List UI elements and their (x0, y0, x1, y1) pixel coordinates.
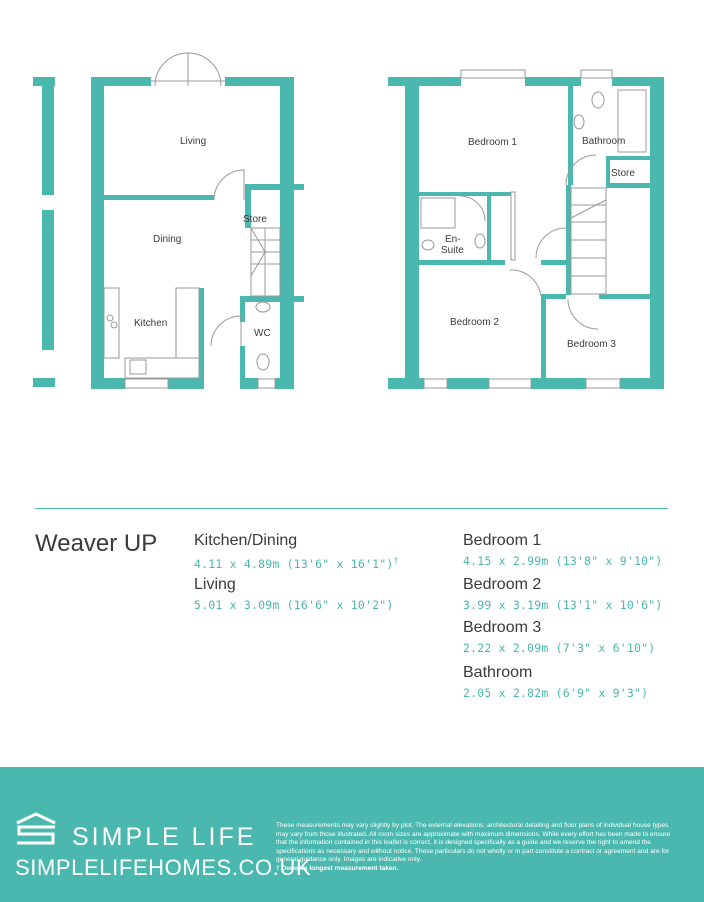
store-label: Store (243, 214, 267, 225)
bedroom1-label: Bedroom 1 (468, 137, 517, 148)
room-dimensions: 5.01 x 3.09m (16'6" x 10'2") (194, 598, 394, 612)
room-spec (463, 619, 655, 656)
room-dimensions (194, 553, 399, 572)
room-spec (463, 664, 648, 701)
footer (0, 767, 704, 902)
room-dimensions: 4.15 x 2.99m (13'8" x 9'10") (463, 554, 663, 568)
disclaimer (276, 822, 671, 874)
bedroom2-label: Bedroom 2 (450, 317, 499, 328)
room-dim-text: 4.11 x 4.89m (13'6" x 16'1") (194, 556, 394, 571)
ensuite-label-1: En- (445, 234, 461, 245)
dining-label: Dining (153, 234, 182, 245)
room-spec (194, 532, 399, 572)
website-link[interactable]: SIMPLELIFEHOMES.CO.UK (15, 855, 312, 880)
room-dimensions: 2.05 x 2.82m (6'9" x 9'3") (463, 686, 649, 700)
house-name: Weaver UP (35, 530, 158, 557)
kitchen-label: Kitchen (134, 318, 168, 329)
room-dimensions: 3.99 x 3.19m (13'1" x 10'6") (463, 598, 663, 612)
room-dimensions: 2.22 x 2.09m (7'3" x 6'10") (463, 641, 656, 655)
brand-name: SIMPLE LIFE (72, 823, 257, 851)
first-store-label: Store (611, 168, 635, 179)
house-logo-icon (15, 812, 57, 846)
ensuite-label-2: Suite (441, 245, 464, 256)
dagger-note: † Denotes longest measurement taken. (276, 864, 399, 872)
room-name: Bedroom 3 (463, 619, 542, 636)
bathroom-label: Bathroom (582, 136, 626, 147)
wc-label: WC (254, 328, 271, 339)
living-label: Living (180, 136, 207, 147)
divider-rule (35, 508, 668, 509)
room-name: Bathroom (463, 664, 533, 681)
room-name: Living (194, 576, 236, 593)
room-name: Kitchen/Dining (194, 532, 298, 549)
longest-measure-dagger: † (393, 556, 399, 565)
room-name: Bedroom 1 (463, 532, 542, 549)
room-spec (194, 576, 393, 613)
room-spec (463, 576, 662, 613)
room-name: Bedroom 2 (463, 576, 542, 593)
bedroom3-label: Bedroom 3 (567, 339, 616, 350)
ground-floor-walls (33, 77, 304, 389)
first-floor-walls (388, 77, 664, 389)
room-spec (463, 532, 662, 569)
disclaimer-text: These measurements may vary slightly by plot. The external elevations, architectural detailing and floor plans of individual house types may vary from those illustrated. All room sizes are approximate with maximum dimensions. While every effort has been made to ensure that the information contained in this leaflet is correct, it is designed specifically as a guide and we reserve the right to amend the specifications as necessary and without notice. These particulars do not wholly or in part constitute a contract or agreement and are for general guidance only. Images are indicative only. (276, 822, 671, 864)
